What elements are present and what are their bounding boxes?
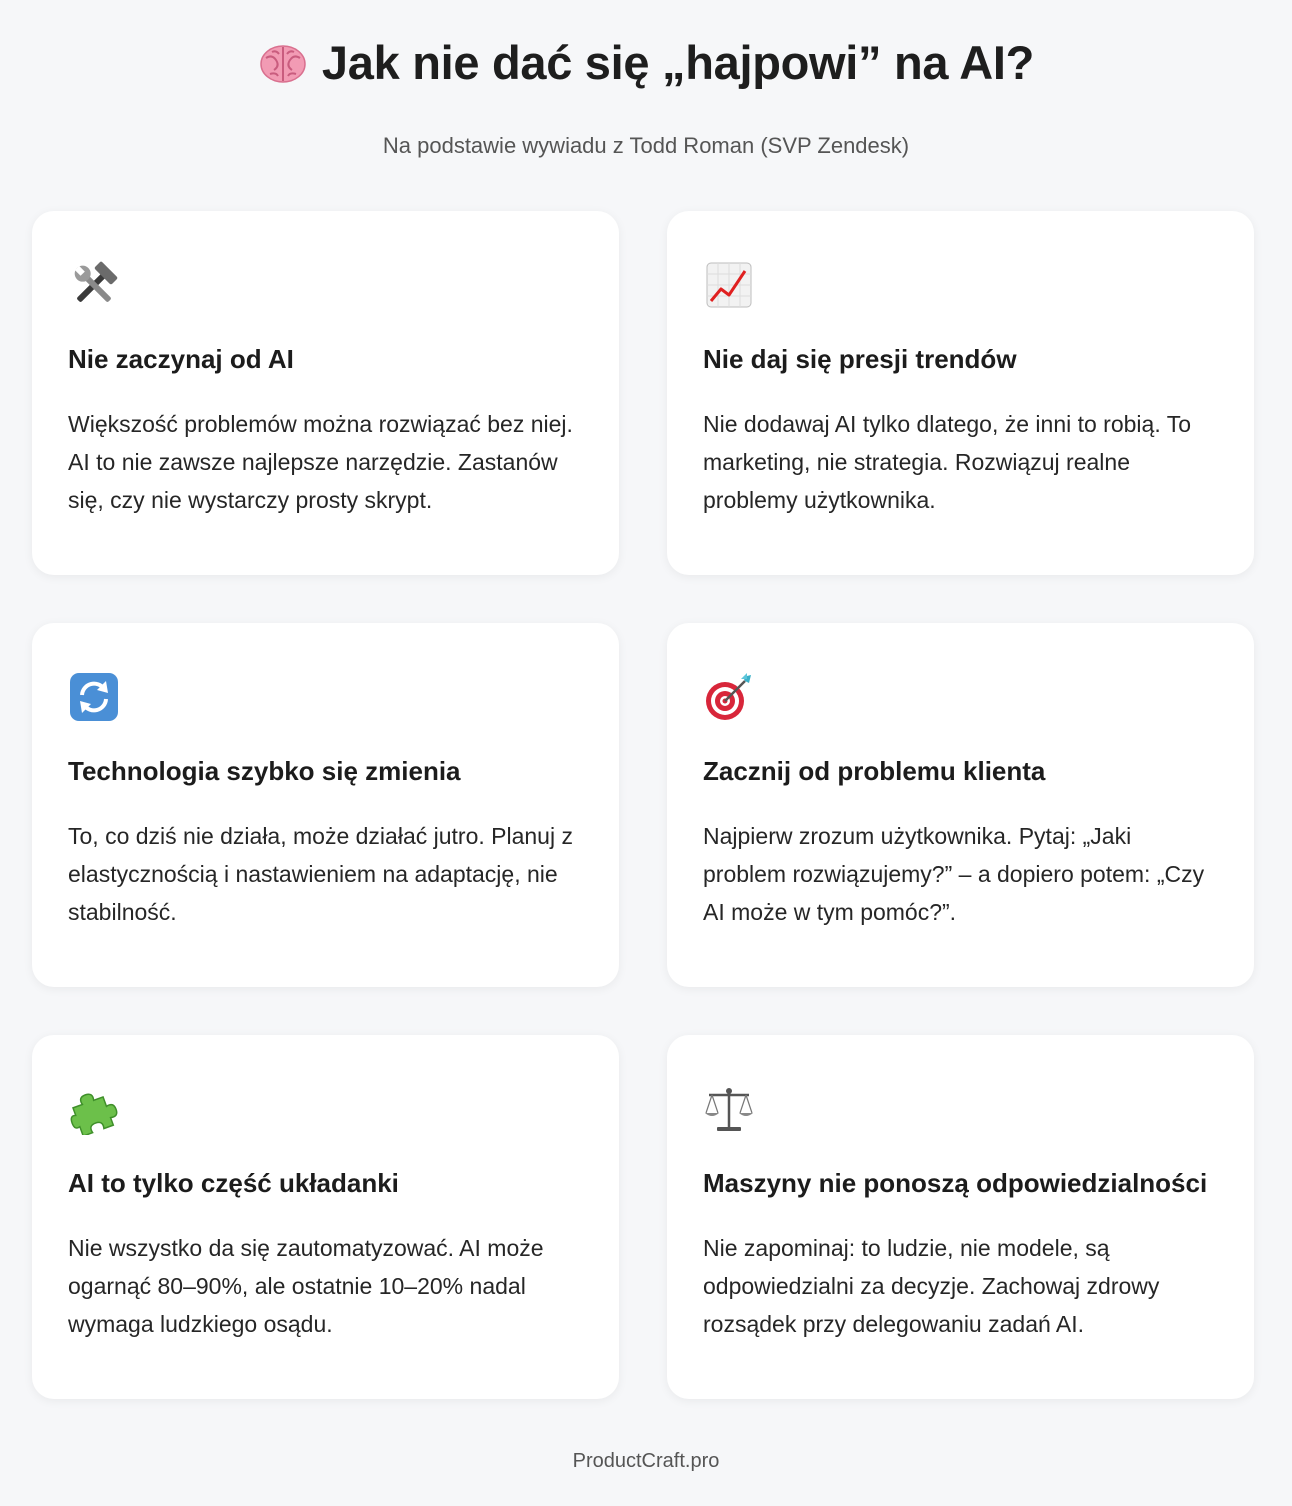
page-title-text: Jak nie dać się „hajpowi” na AI? bbox=[321, 36, 1035, 89]
target-dart-icon bbox=[703, 671, 755, 723]
hammer-wrench-icon bbox=[68, 259, 120, 311]
card-text: Najpierw zrozum użytkownika. Pytaj: „Jaki problem rozwiązujemy?” – a dopiero potem: „Czy AI może w tym pomóc?”. bbox=[703, 823, 1205, 925]
card-text: Większość problemów można rozwiązać bez niej. AI to nie zawsze najlepsze narzędzie. Zastanów się, czy nie wystarczy prosty skrypt. bbox=[68, 411, 573, 513]
balance-scale-icon bbox=[703, 1083, 755, 1135]
cards-grid bbox=[32, 211, 1254, 1399]
header bbox=[0, 0, 1292, 160]
chart-increasing-icon bbox=[703, 259, 755, 311]
card-nie-zaczynaj-od-ai bbox=[32, 211, 619, 575]
puzzle-piece-icon bbox=[68, 1083, 120, 1135]
card-title: Zacznij od problemu klienta bbox=[703, 756, 1046, 786]
card-ai-to-tylko-czesc-ukladanki bbox=[32, 1035, 619, 1399]
footer-credit: ProductCraft.pro bbox=[572, 1450, 720, 1472]
card-maszyny-nie-ponosza-odpowiedzialnosci bbox=[667, 1035, 1254, 1399]
brain-icon bbox=[258, 38, 308, 88]
card-title: AI to tylko część układanki bbox=[68, 1168, 399, 1198]
card-zacznij-od-problemu-klienta bbox=[667, 623, 1254, 987]
card-technologia-szybko-sie-zmienia bbox=[32, 623, 619, 987]
card-nie-daj-sie-presji-trendow bbox=[667, 211, 1254, 575]
card-text: Nie dodawaj AI tylko dlatego, że inni to robią. To marketing, nie strategia. Rozwiązuj realne problemy użytkownika. bbox=[703, 411, 1191, 513]
page-subtitle: Na podstawie wywiadu z Todd Roman (SVP Zendesk) bbox=[382, 133, 910, 158]
card-title: Nie zaczynaj od AI bbox=[68, 344, 294, 374]
card-title: Nie daj się presji trendów bbox=[703, 344, 1017, 374]
arrows-cycle-icon bbox=[68, 671, 120, 723]
page-title bbox=[0, 34, 1292, 92]
card-text: Nie zapominaj: to ludzie, nie modele, są odpowiedzialni za decyzje. Zachowaj zdrowy rozsądek przy delegowaniu zadań AI. bbox=[703, 1235, 1160, 1337]
card-text: Nie wszystko da się zautomatyzować. AI może ogarnąć 80–90%, ale ostatnie 10–20% nadal wymaga ludzkiego osądu. bbox=[68, 1235, 544, 1337]
card-title: Maszyny nie ponoszą odpowiedzialności bbox=[703, 1168, 1208, 1198]
card-text: To, co dziś nie działa, może działać jutro. Planuj z elastycznością i nastawieniem na adaptację, nie stabilność. bbox=[68, 823, 573, 925]
card-title: Technologia szybko się zmienia bbox=[68, 756, 461, 786]
